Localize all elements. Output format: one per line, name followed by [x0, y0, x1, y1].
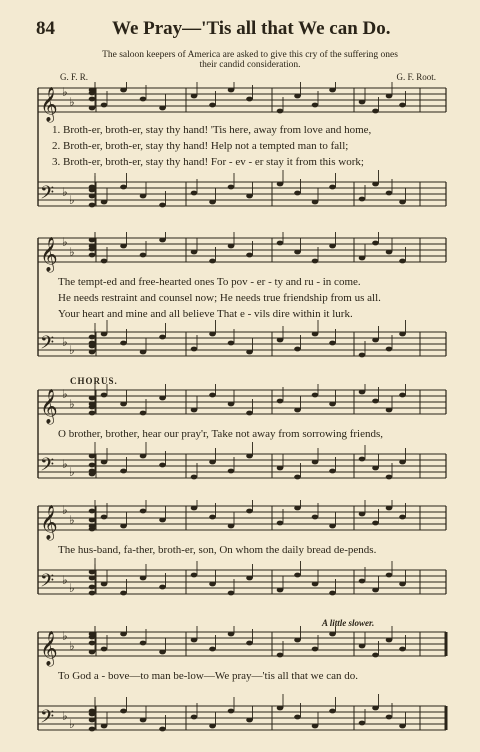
note-head [329, 591, 336, 596]
lyric-line: 1. Broth-er, broth-er, stay thy hand! 'Tis here, away from love and home, [52, 124, 372, 136]
note-head [89, 350, 96, 355]
lyric-line: 2. Broth-er, broth-er, stay thy hand! Help not a tempted man to fall; [52, 140, 349, 152]
note-head [329, 709, 336, 714]
note-head [101, 582, 108, 587]
note-head [140, 509, 147, 514]
note-head [228, 244, 235, 249]
note-head [89, 718, 96, 723]
note-head [294, 475, 301, 480]
note-head [101, 460, 108, 465]
note-head [228, 524, 235, 529]
note-head [209, 647, 216, 652]
note-head [386, 408, 393, 413]
flat-icon: ♭ [69, 581, 75, 595]
note-head [89, 344, 96, 349]
hymn-title: We Pray—'Tis all that We can Do. [112, 18, 391, 39]
lyric-line: 3. Broth-er, broth-er, stay thy hand! For - ev - er stay it from this work; [52, 156, 364, 168]
note-head [399, 393, 406, 398]
music-system-3 [0, 384, 480, 484]
note-head [359, 579, 366, 584]
flat-icon: ♭ [62, 629, 68, 643]
note-head [140, 350, 147, 355]
note-head [399, 647, 406, 652]
note-head [277, 399, 284, 404]
music-system-4 [0, 500, 480, 600]
note-head [89, 518, 96, 523]
note-head [359, 353, 366, 358]
note-head [159, 463, 166, 468]
note-head [159, 518, 166, 523]
note-head [294, 94, 301, 99]
music-system-5 [0, 626, 480, 736]
note-head [277, 466, 284, 471]
note-head [277, 182, 284, 187]
note-head [191, 94, 198, 99]
note-head [159, 238, 166, 243]
note-head [159, 335, 166, 340]
note-head [89, 650, 96, 655]
note-head [140, 411, 147, 416]
note-head [312, 200, 319, 205]
author-credit: G. F. R. [60, 72, 89, 82]
note-head [209, 332, 216, 337]
note-head [191, 573, 198, 578]
note-head [140, 97, 147, 102]
treble-clef-icon: 𝄞 [40, 237, 58, 272]
note-head [294, 250, 301, 255]
flat-icon: ♭ [62, 387, 68, 401]
note-head [399, 200, 406, 205]
note-head [209, 393, 216, 398]
note-head [386, 715, 393, 720]
note-head [89, 712, 96, 717]
note-line-2: their candid consideration. [199, 60, 301, 70]
flat-icon: ♭ [62, 235, 68, 249]
treble-clef-icon: 𝄞 [40, 389, 58, 424]
note-head [372, 338, 379, 343]
bass-clef-icon: 𝄢 [40, 183, 55, 208]
note-head [372, 588, 379, 593]
note-head [359, 256, 366, 261]
note-head [386, 94, 393, 99]
page-number: 84 [36, 18, 55, 39]
note-head [209, 724, 216, 729]
note-head [209, 460, 216, 465]
note-head [359, 390, 366, 395]
note-head [372, 109, 379, 114]
note-head [159, 650, 166, 655]
note-head [140, 641, 147, 646]
note-head [89, 454, 96, 459]
note-head [277, 338, 284, 343]
note-head [140, 194, 147, 199]
note-head [140, 253, 147, 258]
note-head [372, 399, 379, 404]
note-head [120, 591, 127, 596]
flat-icon: ♭ [62, 185, 68, 199]
lyric-line: The hus-band, fa-ther, broth-er, son, On whom the daily bread de-pends. [58, 544, 377, 556]
music-system-1 [0, 82, 480, 212]
note-head [89, 106, 96, 111]
note-head [120, 709, 127, 714]
note-head [294, 408, 301, 413]
note-head [140, 576, 147, 581]
note-head [209, 259, 216, 264]
note-head [191, 191, 198, 196]
note-head [277, 706, 284, 711]
note-head [120, 469, 127, 474]
note-head [312, 724, 319, 729]
note-head [191, 506, 198, 511]
flat-icon: ♭ [69, 245, 75, 259]
note-head [159, 396, 166, 401]
note-head [120, 244, 127, 249]
note-head [312, 332, 319, 337]
note-head [399, 332, 406, 337]
note-head [246, 411, 253, 416]
note-head [89, 591, 96, 596]
treble-clef-icon: 𝄞 [40, 631, 58, 666]
note-head [246, 253, 253, 258]
note-head [89, 411, 96, 416]
tempo-marker: A little slower. [322, 618, 375, 628]
note-head [277, 653, 284, 658]
note-head [246, 454, 253, 459]
note-head [228, 88, 235, 93]
note-head [101, 200, 108, 205]
note-head [209, 200, 216, 205]
note-head [372, 466, 379, 471]
note-head [329, 244, 336, 249]
note-head [312, 393, 319, 398]
note-head [101, 332, 108, 337]
note-head [191, 250, 198, 255]
note-head [159, 727, 166, 732]
flat-icon: ♭ [69, 465, 75, 479]
note-head [101, 515, 108, 520]
note-head [228, 632, 235, 637]
treble-clef-icon: 𝄞 [40, 87, 58, 122]
note-head [359, 512, 366, 517]
note-line-1: The saloon keepers of America are asked to give this cry of the suffering ones [102, 50, 398, 60]
note-head [159, 585, 166, 590]
flat-icon: ♭ [62, 335, 68, 349]
flat-icon: ♭ [69, 717, 75, 731]
note-head [329, 469, 336, 474]
note-head [89, 472, 96, 477]
note-head [89, 97, 96, 102]
note-head [372, 241, 379, 246]
flat-icon: ♭ [62, 503, 68, 517]
note-head [294, 506, 301, 511]
lyric-line: To God a - bove—to man be-low—We pray—'tis all that we can do. [58, 670, 358, 682]
note-head [101, 647, 108, 652]
note-head [140, 454, 147, 459]
note-head [246, 718, 253, 723]
flat-icon: ♭ [62, 573, 68, 587]
note-head [399, 515, 406, 520]
flat-icon: ♭ [69, 397, 75, 411]
note-head [312, 259, 319, 264]
note-head [89, 194, 96, 199]
note-head [228, 709, 235, 714]
lyric-line: O brother, brother, hear our pray'r, Take not away from sorrowing friends, [58, 428, 383, 440]
note-head [329, 341, 336, 346]
note-head [277, 241, 284, 246]
flat-icon: ♭ [62, 709, 68, 723]
note-head [277, 588, 284, 593]
note-head [372, 521, 379, 526]
note-head [191, 475, 198, 480]
note-head [209, 103, 216, 108]
note-head [89, 527, 96, 532]
note-head [89, 463, 96, 468]
note-head [386, 347, 393, 352]
note-head [120, 632, 127, 637]
note-head [228, 341, 235, 346]
note-head [246, 97, 253, 102]
note-head [386, 191, 393, 196]
note-head [359, 457, 366, 462]
note-head [89, 188, 96, 193]
lyric-line: He needs restraint and counsel now; He needs true friendship from us all. [58, 292, 381, 304]
note-head [386, 573, 393, 578]
note-head [89, 247, 96, 252]
note-head [89, 585, 96, 590]
note-head [228, 469, 235, 474]
note-head [386, 638, 393, 643]
note-head [89, 570, 96, 575]
treble-clef-icon: 𝄞 [40, 505, 58, 540]
note-head [386, 506, 393, 511]
note-head [277, 109, 284, 114]
note-head [294, 191, 301, 196]
note-head [329, 185, 336, 190]
note-head [329, 88, 336, 93]
bass-clef-icon: 𝄢 [40, 455, 55, 480]
page-header [0, 18, 480, 42]
note-head [101, 724, 108, 729]
note-head [89, 253, 96, 258]
note-head [228, 185, 235, 190]
flat-icon: ♭ [69, 193, 75, 207]
note-head [228, 402, 235, 407]
note-head [399, 582, 406, 587]
note-head [246, 194, 253, 199]
note-head [89, 727, 96, 732]
note-head [159, 203, 166, 208]
note-head [209, 515, 216, 520]
note-head [294, 347, 301, 352]
note-head [89, 576, 96, 581]
note-head [312, 582, 319, 587]
note-head [359, 100, 366, 105]
note-head [191, 638, 198, 643]
note-head [294, 638, 301, 643]
note-head [101, 393, 108, 398]
flat-icon: ♭ [69, 513, 75, 527]
note-head [120, 341, 127, 346]
note-head [294, 715, 301, 720]
note-head [89, 405, 96, 410]
composer-credit: G. F. Root. [396, 72, 436, 82]
note-head [372, 706, 379, 711]
note-head [399, 103, 406, 108]
note-head [89, 635, 96, 640]
flat-icon: ♭ [69, 343, 75, 357]
note-head [89, 203, 96, 208]
note-head [386, 250, 393, 255]
note-head [399, 460, 406, 465]
note-head [89, 641, 96, 646]
note-head [120, 524, 127, 529]
lyric-line: Your heart and mine and all believe That e - vils dire within it lurk. [58, 308, 353, 320]
note-head [89, 238, 96, 243]
bass-clef-icon: 𝄢 [40, 333, 55, 358]
note-head [312, 460, 319, 465]
note-head [246, 641, 253, 646]
note-head [329, 402, 336, 407]
note-head [277, 521, 284, 526]
note-head [359, 197, 366, 202]
note-head [372, 182, 379, 187]
note-head [294, 573, 301, 578]
note-head [372, 653, 379, 658]
note-head [159, 106, 166, 111]
note-head [101, 103, 108, 108]
flat-icon: ♭ [69, 639, 75, 653]
note-head [191, 347, 198, 352]
note-head [329, 632, 336, 637]
note-head [89, 509, 96, 514]
note-head [359, 721, 366, 726]
note-head [120, 185, 127, 190]
note-head [101, 259, 108, 264]
chorus-marker: CHORUS. [70, 376, 118, 386]
note-head [89, 335, 96, 340]
note-head [120, 88, 127, 93]
flat-icon: ♭ [69, 95, 75, 109]
note-head [312, 103, 319, 108]
bass-clef-icon: 𝄢 [40, 571, 55, 596]
flat-icon: ♭ [62, 457, 68, 471]
note-head [399, 259, 406, 264]
note-head [386, 475, 393, 480]
lyric-line: The tempt-ed and free-hearted ones To pov - er - ty and ru - in come. [58, 276, 361, 288]
bass-clef-icon: 𝄢 [40, 707, 55, 732]
note-head [329, 524, 336, 529]
note-head [312, 515, 319, 520]
note-head [228, 591, 235, 596]
note-head [89, 396, 96, 401]
note-head [191, 715, 198, 720]
note-head [359, 644, 366, 649]
music-system-2 [0, 232, 480, 362]
note-head [120, 402, 127, 407]
note-head [246, 576, 253, 581]
note-head [191, 408, 198, 413]
note-head [209, 582, 216, 587]
note-head [89, 91, 96, 96]
note-head [140, 718, 147, 723]
hymn-note [40, 50, 460, 70]
flat-icon: ♭ [62, 85, 68, 99]
note-head [312, 647, 319, 652]
note-head [246, 509, 253, 514]
note-head [399, 724, 406, 729]
note-head [246, 350, 253, 355]
